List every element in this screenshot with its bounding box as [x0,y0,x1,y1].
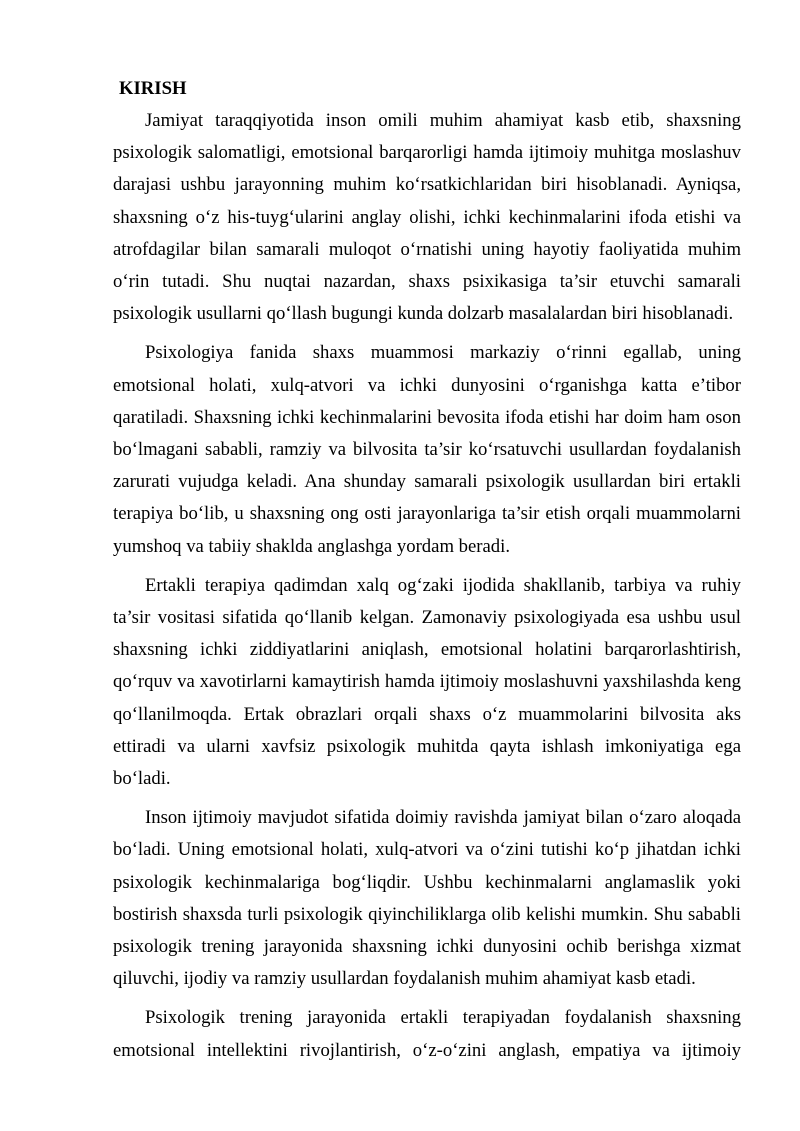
paragraph-2: Psixologiya fanida shaxs muammosi markaziy o‘rinni egallab, uning emotsional holati, xulq-atvori va ichki dunyosini o‘rganishga katta e’tibor qaratiladi. Shaxsning ichki kechinmalarini bevosita ifoda etishi har doim ham oson bo‘lmagani sababli, ramziy va bilvosita ta’sir ko‘rsatuvchi usullardan foydalanish zarurati vujudga keladi. Ana shunday samarali psixologik usullardan biri ertakli terapiya bo‘lib, u shaxsning ong osti jarayonlariga ta’sir etish orqali muammolarni yumshoq va tabiiy shaklda anglashga yordam beradi. [113,342,741,557]
section-heading: KIRISH [119,78,187,99]
paragraph-3: Ertakli terapiya qadimdan xalq og‘zaki ijodida shakllanib, tarbiya va ruhiy ta’sir vositasi sifatida qo‘llanib kelgan. Zamonaviy psixologiyada esa ushbu usul shaxsning ichki ziddiyatlarini aniqlash, emotsional holatini barqarorlashtirish, qo‘rquv va xavotirlarni kamaytirish hamda ijtimoiy moslashuvni yaxshilashda keng qo‘llanilmoqda. Ertak obrazlari orqali shaxs o‘z muammolarini bilvosita aks ettiradi va ularni xavfsiz psixologik muhitda qayta ishlash imkoniyatiga ega bo‘ladi. [113,574,741,790]
paragraph-5: Psixologik trening jarayonida ertakli terapiyadan foydalanish shaxsning emotsional intellektini rivojlantirish, o‘z-o‘zini anglash, empatiya va ijtimoiy [113,1007,741,1061]
paragraph-1: Jamiyat taraqqiyotida inson omili muhim ahamiyat kasb etib, shaxsning psixologik salomatligi, emotsional barqarorligi hamda ijtimoiy muhitga moslashuv darajasi ushbu jarayonning muhim ko‘rsatkichlaridan biri hisoblanadi. Ayniqsa, shaxsning o‘z his-tuyg‘ularini anglay olishi, ichki kechinmalarini ifoda etishi va atrofdagilar bilan samarali muloqot o‘rnatishi uning hayotiy faoliyatida muhim o‘rin tutadi. Shu nuqtai nazardan, shaxs psixikasiga ta’sir etuvchi samarali psixologik usullarni qo‘llash bugungi kunda dolzarb masalalardan biri hisoblanadi. [113,110,741,325]
document-body [113,73,741,1074]
paragraph-4: Inson ijtimoiy mavjudot sifatida doimiy ravishda jamiyat bilan o‘zaro aloqada bo‘ladi. Uning emotsional holati, xulq-atvori va o‘zini tutishi ko‘p jihatdan ichki psixologik kechinmalariga bog‘liqdir. Ushbu kechinmalarni anglamaslik yoki bostirish shaxsda turli psixologik qiyinchiliklarga olib kelishi mumkin. Shu sababli psixologik trening jarayonida shaxsning ichki dunyosini ochib berishga xizmat qiluvchi, ijodiy va ramziy usullardan foydalanish muhim ahamiyat kasb etadi. [113,807,741,990]
